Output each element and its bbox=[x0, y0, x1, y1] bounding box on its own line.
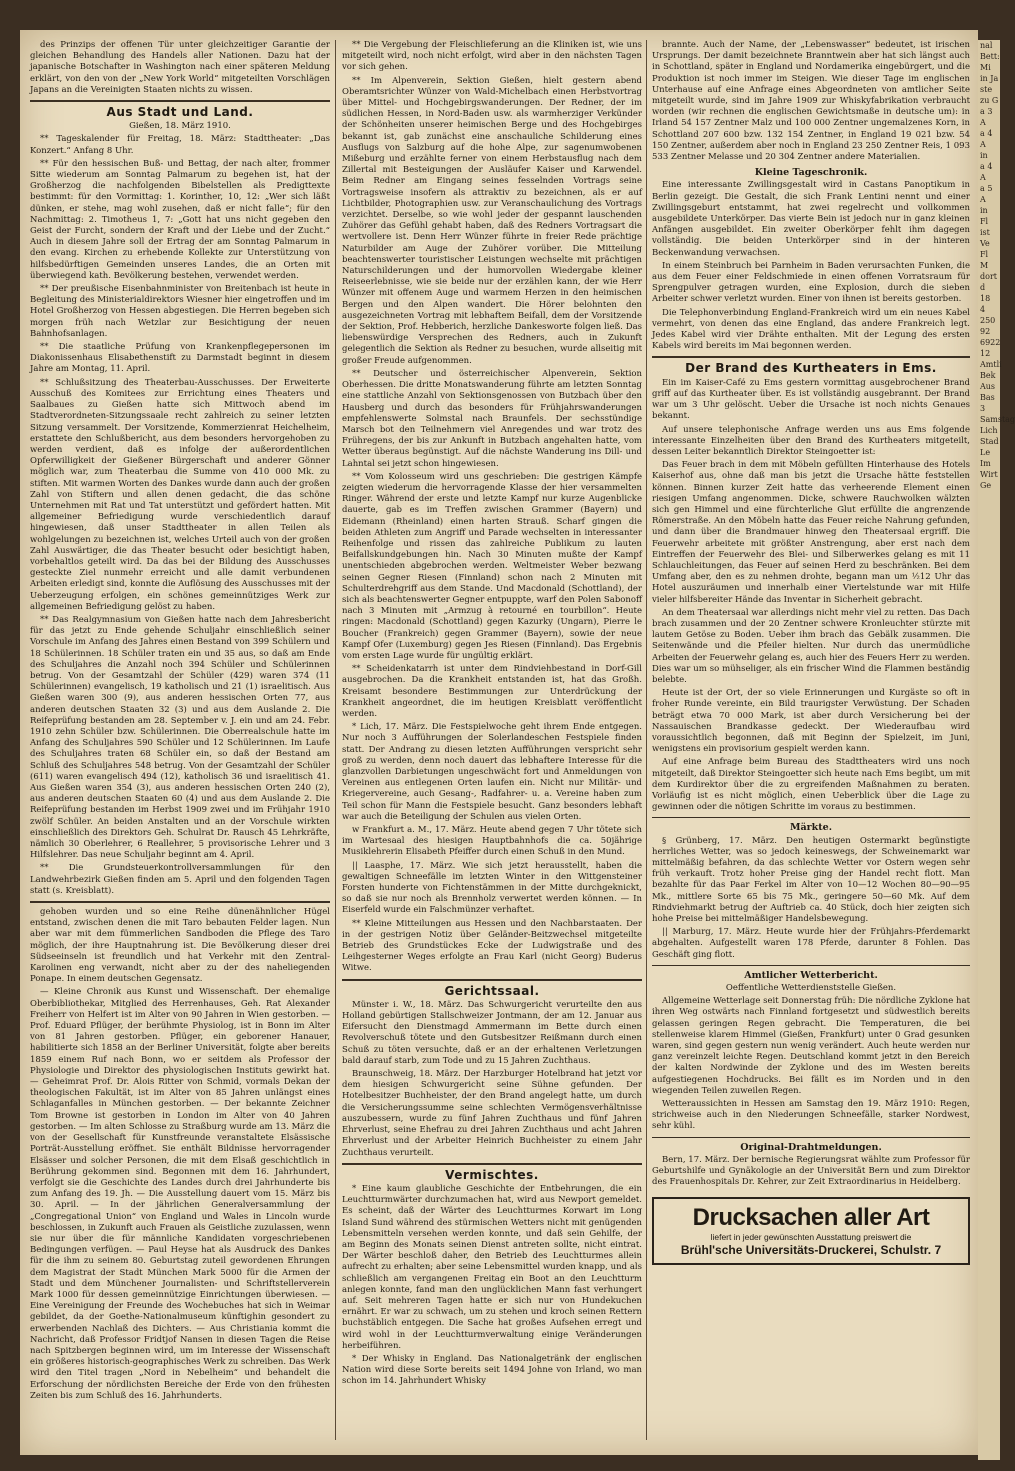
divider bbox=[652, 1137, 970, 1138]
news-item: Wetteraussichten in Hessen am Samstag den 19. März 1910: Regen, strichweise auch in den Niederungen Schneefälle, starker Nordwest, sehr kühl. bbox=[652, 1099, 970, 1132]
miscellany-list bbox=[342, 1184, 642, 1388]
strip-fragment: in bbox=[980, 206, 988, 215]
news-item: w Frankfurt a. M., 17. März. Heute abend gegen 7 Uhr tötete sich im Wartesaal des hiesigen Hauptbahnhofs die ca. 50jährige Musiklehrerin Elisabeth Pfeiffer durch einen Schuß in den Mund. bbox=[342, 825, 642, 858]
dateline: Gießen, 18. März 1910. bbox=[129, 121, 231, 132]
strip-fragment: Stad bbox=[980, 437, 999, 446]
strip-fragment: Im Wirt bbox=[980, 459, 998, 479]
strip-fragment: nal bbox=[980, 41, 993, 50]
strip-fragment: Samstag bbox=[980, 415, 1015, 424]
news-item: Heute ist der Ort, der so viele Erinnerungen und Kurgäste so oft in froher Runde vereinte, ein Bild traurigster Verwüstung. Der Schaden beträgt etwa 70 000 Mark, ist aber durch Versicherung bei der Nassauischen Brandkasse gedeckt. Der Wiederaufbau wird voraussichtlich begonnen, daß mit Beginn der Spielzeit, im Juni, wenigstens ein provisorium gespielt werden kann. bbox=[652, 688, 970, 755]
strip-fragment: in bbox=[980, 151, 988, 160]
news-item: ** Für den hessischen Buß- und Bettag, der nach alter, frommer Sitte wiederum am Sonntag Palmarum zu begehen ist, hat der Großherzog die nachfolgenden Bibelstellen als Predigttexte bestimmt: für den Vormittag: 1. Korinther, 10, 12: „Wer sich läßt dünken, er stehe, mag wohl zusehen, daß er nicht falle“; für den Nachmittag: 2. Timotheus 1, 7: „Gott hat uns nicht gegeben den Geist der Furcht, sondern der Kraft und der Liebe und der Zucht.“ Auch in diesem Jahre soll der Ertrag der am Sonntag Palmarum in den evang. Kirchen zu erhebende Kollekte zur Unterstützung von hilfsbedürftigen Gemeinden unseres Landes, die an Orten mit überwiegend kath. Bevölkerung bestehen, verwendet werden. bbox=[30, 158, 330, 281]
news-item: Eine interessante Zwillingsgestalt wird in Castans Panoptikum in Berlin gezeigt. Die Gestalt, die sich Frank Lentini nennt und einer Zwillingsgeburt entstammt, hat zwei regelrecht und vollkommen ausgebildete Unterkörper. Das vierte Bein ist jedoch nur in ganz kleinen Anfängen ausgebildet. Ein zweiter Oberkörper fehlt ihm dagegen vollständig. Die beiden Unterkörper sind in der hinteren Beckenwandung verwachsen. bbox=[652, 180, 970, 258]
ad-address: Brühl'sche Universitäts-Druckerei, Schulstr. 7 bbox=[680, 1242, 942, 1257]
column-3 bbox=[652, 40, 970, 1445]
strip-fragment: ist bbox=[980, 228, 990, 237]
strip-fragment: a 3 A bbox=[980, 107, 993, 127]
weather-list bbox=[652, 996, 970, 1132]
section-title-drahtmeldungen: Original-Drahtmeldungen. bbox=[740, 1141, 882, 1153]
column-2 bbox=[342, 40, 642, 1445]
news-item: ** Die staatliche Prüfung von Krankenpflegepersonen im Diakonissenhaus Elisabethenstift zu Darmstadt beginnt in diesem Jahre am Montag, 11. April. bbox=[30, 342, 330, 375]
section-title-wetterbericht: Amtlicher Wetterbericht. bbox=[744, 969, 878, 981]
news-item: ** Tageskalender für Freitag, 18. März: Stadttheater: „Das Konzert.“ Anfang 8 Uhr. bbox=[30, 134, 330, 156]
strip-fragment: zu G bbox=[980, 96, 999, 105]
news-item: In einem Steinbruch bei Parnheim in Baden verursachten Funken, die aus dem Feuer einer Feldschmiede in einen offenen Vorratsraum für Sprengpulver getragen wurden, eine Explosion, durch die sieben Arbeiter schwer verletzt wurden. Einer von ihnen ist bereits gestorben. bbox=[652, 260, 970, 305]
news-item: Bern, 17. März. Der bernische Regierungsrat wählte zum Professor für Geburtshilfe und Gynäkologie an der Universität Bern und zum Direktor des Frauenhospitals Dr. Kehrer, zur Zeit Extraordinarius in Heidelberg. bbox=[652, 1154, 970, 1188]
news-item: || Laasphe, 17. März. Wie sich jetzt herausstellt, haben die gewaltigen Schneefälle im letzten Winter in den Wittgensteiner Forsten hunderte von Fichtenstämmen in der Mitte durchgeknickt, so daß sie nur noch als Brennholz verwertet werden können. — In Eiserfeld wurde ein Falschmünzer verhaftet. bbox=[342, 860, 642, 916]
strip-fragment: 12 bbox=[980, 349, 991, 358]
strip-fragment: Le bbox=[980, 448, 991, 457]
weather-office-heading: Oeffentliche Wetterdienststelle Gießen. bbox=[725, 983, 897, 994]
divider bbox=[342, 1163, 642, 1165]
section-title-stadt-land: Aus Stadt und Land. bbox=[106, 105, 254, 120]
regional-news-list bbox=[342, 40, 642, 975]
news-item: Allgemeine Wetterlage seit Donnerstag früh: Die nördliche Zyklone hat ihren Weg ostwärts nach Finnland fortgesetzt und südwestlich bereits gelassen geringen Regen gebracht. Die Temperaturen, die bei stellenweise klarem Himmel (Gießen, Frankfurt) unter 0 Grad gesunken waren, sind gegen gestern nun wenig verändert. Auch heute werden nur ganz vereinzelt leichte Regen. Deutschland kommt jetzt in den Bereich der kalten Nordwinde der Zyklone und des im Westen bereits aufgestiegenen Hochdrucks. Bei fällt es im Norden und in den wiegenden Teilen zuweilen Regen. bbox=[652, 996, 970, 1096]
news-item: ** Die Grundsteuerkontrollversammlungen für den Landwehrbezirk Gießen finden am 5. April und den folgenden Tagen statt (s. Kreisblatt). bbox=[30, 863, 330, 896]
news-item: ** Der preußische Eisenbahnminister von Breitenbach ist heute in Begleitung des Ministerialdirektors Wiesner hier eingetroffen und im Hotel Großherzog von Hessen abgestiegen. Die Herren begeben sich morgen früh nach Wetzlar zur Besichtigung der neuen Bahnhofsanlagen. bbox=[30, 284, 330, 339]
news-item: brannte. Auch der Name, der „Lebenswasser“ bedeutet, ist irischen Ursprungs. Der damit bezeichnete Branntwein aber hat sich längst auch in Schottland, später in England und Nordamerika eingebürgert, und die Produktion ist noch immer im Steigen. Wie dieser Tage im englischen Unterhause auf eine Anfrage eines Abgeordneten von amtlicher Seite mitgeteilt wurde, sind im Jahre 1909 zur Whiskyfabrikation verbraucht worden (wir rechnen die englischen Gewichtsmaße in deutsche um): in Irland 54 157 Zentner Malz und 100 000 Zentner ungemalzenes Korn, in Schottland 207 600 bzw. 132 154 Zentner, in England 19 021 bzw. 54 150 Zentner, außerdem aber noch in England 23 250 Zentner Reis, 1 093 533 Zentner Melasse und 20 304 Zentner andere Materialien. bbox=[652, 40, 970, 163]
newspaper-page bbox=[20, 30, 978, 1455]
section-title-vermischtes: Vermischtes. bbox=[445, 1167, 539, 1182]
divider bbox=[30, 901, 330, 903]
court-news-list bbox=[342, 1000, 642, 1159]
strip-fragment: 3 bbox=[980, 404, 986, 413]
strip-fragment: a 4 A bbox=[980, 129, 993, 149]
section-title-gerichtssaal: Gerichtssaal. bbox=[444, 983, 540, 998]
section-title-kleine-tageschronik: Kleine Tageschronik. bbox=[754, 167, 868, 179]
column-rule bbox=[646, 40, 647, 1440]
strip-fragment: 6922 bbox=[980, 338, 1001, 347]
strip-fragment: Aus bbox=[980, 382, 996, 391]
strip-fragment: Amtli bbox=[980, 360, 1002, 369]
news-item: ** Das Realgymnasium von Gießen hatte nach dem Jahresbericht für das jetzt zu Ende gehende Schuljahr einschließlich seiner Vorschule im Anfang des Jahres einen Bestand von 399 Schülern und 18 Schülerinnen. 18 Schüler traten ein und 35 aus, so daß am Ende des Schuljahres die Anzahl noch 394 Schüler und Schülerinnen betrug. Von der Gesamtzahl der Schüler (429) waren 374 (11 Schülerinnen) evangelisch, 19 katholisch und 21 (1) israelitisch. Aus Gießen waren 300 (9), aus anderen hessischen Orten 77, aus anderen deutschen Staaten 32 (3) und aus dem Auslande 2. Die Reifeprüfung bestanden am 28. September v. J. ein und am 24. Febr. 1910 zehn Schüler bzw. Schülerinnen. Die Oberrealschule hatte im Anfang des Schuljahres 590 Schüler und 12 Schülerinnen. Im Laufe des Schuljahres traten 68 Schüler ein, so daß der Bestand am Schluß des Schuljahres 548 betrug. Von der Gesamtzahl der Schüler (611) waren evangelisch 494 (12), katholisch 36 und israelitisch 41. Aus Gießen waren 354 (3), aus anderen hessischen Orten 240 (2), aus anderen deutschen Staaten 60 (4) und aus dem Auslande 2. Die Reifeprüfung bestanden im Herbst 1909 zwei und im Frühjahr 1910 zwölf Schüler. An beiden Anstalten und an der Vorschule wirkten einschließlich des Direktors Geh. Schulrat Dr. Rausch 45 Lehrkräfte, nämlich 30 Oberlehrer, 6 Reallehrer, 5 provisorische Lehrer und 3 Hilfslehrer. Das neue Schuljahr beginnt am 4. April. bbox=[30, 614, 330, 861]
column-rule bbox=[335, 40, 336, 1440]
news-item: § Grünberg, 17. März. Den heutigen Ostermarkt begünstigte herrliches Wetter, was so jedoch keineswegs, der Schweinemarkt war mittelmäßig befahren, da das schlechte Wetter vor Ostern wegen sehr früh verkauft. Trotz hoher Preise ging der Handel recht flott. Man bezahlte für das Paar Ferkel im Alter von 10—12 Wochen 80—90—95 Mk., mittlere Sorte 65 bis 75 Mk., geringere 50—60 Mk. Auf dem Rindviehmarkt betrug der Auftrieb ca. 40 Stück, doch hier zeigten sich hohe Preise bei mittelmäßiger Handelsbewegung. bbox=[652, 835, 970, 925]
news-item: Münster i. W., 18. März. Das Schwurgericht verurteilte den aus Holland gebürtigen Stallschweizer Jontmann, der am 12. Januar aus Eifersucht den Dienstmagd Ammermann im Bette durch einen Revolverschuß tötete und den Gutsbesitzer Reißmann durch einen Schuß zu töten versuchte, daß er an der erhaltenen Verletzungen bald darauf starb, zum Tode und zu 15 Jahren Zuchthaus. bbox=[342, 999, 642, 1066]
news-item: — Kleine Chronik aus Kunst und Wissenschaft. Der ehemalige Oberbibliothekar, Mitglied des Herrenhauses, Geh. Rat Alexander Freiherr von Helfert ist im Alter von 90 Jahren in Wien gestorben. — Prof. Eduard Pflüger, der berühmte Physiolog, ist in Bonn im Alter von 81 Jahren gestorben. Pflüger, ein geborener Hanauer, habilitierte sich 1858 an der Berliner Universität, folgte aber bereits 1859 einem Ruf nach Bonn, wo er seitdem als Professor der Physiologie und Direktor des physiologischen Instituts gewirkt hat. — Geheimrat Prof. Dr. Alois Ritter von Schmid, vormals Dekan der theologischen Fakultät, ist im Alter von 85 Jahren unlängst eines Schlaganfalles in München gestorben. — Der bekannte Zeichner Tom Browne ist gestorben in London im Alter von 40 Jahren gestorben. — Im alten Schlosse zu Straßburg wurde am 13. März die von der Gesellschaft für Kunstfreunde veranstaltete Elsässische Porträt-Ausstellung eröffnet. Sie enthält Bildnisse hervorragender Elsässer und solcher Personen, die mit dem Elsaß geschichtlich in Berührung gekommen sind. Begonnen mit dem 16. Jahrhundert, verfolgt sie die Geschichte des Landes durch drei Jahrhunderte bis zum Anfang des 19. Jh. — Die Ausstellung dauert vom 15. März bis 30. April. — In der jährlichen Generalversammlung der „Congregational Union“ von England und Wales in Lincoln wurde beschlossen, in Zukunft auch Frauen als Geistliche zuzulassen, wenn sie nur über die für männliche Kandidaten vorgeschriebenen Bedingungen verfügen. — Paul Heyse hat als Ausdruck des Dankes für die ihm zu seinem 80. Geburtstag zuteil gewordenen Ehrungen dem Magistrat der Stadt München Mark 5000 für die Armen der Stadt und dem Münchener Journalisten- und Schriftstellerverein Mark 1000 für dessen gemeinnützige Einrichtungen überwiesen. — Eine Vereinigung der Freunde des Wochebuches hat sich in Weimar gebildet, da der Goethe-Nationalmuseum künftighin gesondert zu erwerbenden Nachlaß des Dichters. — Aus Christiania kommt die Nachricht, daß Professor Fridtjof Nansen in diesen Tagen die Reise nach Spitzbergen beginnen wird, um im Interesse der Wissenschaft ein größeres historisch-geographisches Werk zu schreiben. Das Werk wird den Titel tragen „Nord in Nebelheim“ und behandelt die Erforschung der nördlichsten Bereiche der Erde von den frühesten Zeiten bis zum Schluß des 16. Jahrhunderts. bbox=[30, 987, 330, 1401]
news-item: Das Feuer brach in dem mit Möbeln gefüllten Hinterhause des Hotels Kaiserhof aus, ohne daß man bis jetzt die Ursache hätte feststellen können. Binnen kurzer Zeit hatte das verheerende Element einen riesigen Umfang angenommen. Dicke, schwere Rauchwolken wälzten sich gen Himmel und eine fürchterliche Glut erfüllte die angrenzende Römerstraße. An den Möbeln hatte das Feuer reiche Nahrung gefunden, und dann über die Brandmauer hinweg den Theatersaal ergriff. Die Feuerwehr arbeitete mit größter Anstrengung, aber erst nach dem Eintreffen der Feuerwehr des Blei- und Silberwerkes gelang es mit 11 Schlauchleitungen, das Feuer auf seinen Herd zu beschränken. Bei dem Umfang aber, den es zu nehmen drohte, begann man um ½12 Uhr das Hotel auszuräumen und innerhalb einer Viertelstunde war mit Hilfe vieler hilfsbereiter Hände das Inventar in Sicherheit gebracht. bbox=[652, 460, 970, 605]
strip-fragment: Mi bbox=[980, 63, 991, 72]
strip-fragment: Ve bbox=[980, 239, 990, 248]
strip-fragment: a 4 A bbox=[980, 162, 993, 182]
news-item: Ein im Kaiser-Café zu Ems gestern vormittag ausgebrochener Brand griff auf das Kurtheater über. Es ist vollständig ausgebrannt. Der Brand war um 3 Uhr gelöscht. Ueber die Ursache ist noch nichts Genaues bekannt. bbox=[652, 377, 970, 422]
divider bbox=[652, 817, 970, 818]
theater-fire-list bbox=[652, 378, 970, 814]
strip-fragment: M bbox=[980, 261, 989, 270]
news-item: Braunschweig, 18. März. Der Harzburger Hotelbrand hat jetzt vor dem hiesigen Schwurgericht seine Sühne gefunden. Der Hotelbesitzer Buchheister, der den Brand angelegt hatte, um durch die Versicherungssumme seine schlechten Vermögensverhältnisse auszubessern, wurde zu fünf Jahren Zuchthaus und fünf Jahren Ehrverlust, seine Ehefrau zu drei Jahren Zuchthaus und acht Jahren Ehrverlust und der Arbeiter Heinrich Buchheister zu einem Jahr Zuchthaus verurteilt. bbox=[342, 1069, 642, 1158]
adjacent-page-fragments bbox=[978, 40, 1015, 491]
strip-fragment: Bett: bbox=[980, 52, 1000, 61]
news-item: ** Die Vergebung der Fleischlieferung an die Kliniken ist, wie uns mitgeteilt wird, noch nicht erfolgt, wird aber in den nächsten Tagen vor sich gehen. bbox=[342, 40, 642, 73]
divider bbox=[342, 979, 642, 981]
news-item: An dem Theatersaal war allerdings nicht mehr viel zu retten. Das Dach brach zusammen und der 20 Zentner schwere Kronleuchter stürzte mit lautem Getöse zu Boden. Ueber ihm brach das Gebälk zusammen. Die Seitenwände und die Pfeiler hielten. Nur durch das unermüdliche Arbeiten der Feuerwehr gelang es, auch hier des Feuers Herr zu werden. Dies war um so mühseliger, als ein frischer Wind die Flammen beständig belebte. bbox=[652, 607, 970, 685]
strip-fragment: Fl bbox=[980, 250, 989, 259]
feuilleton-list bbox=[30, 907, 330, 1402]
ad-line: liefert in jeder gewünschten Ausstattung preiswert die bbox=[710, 1231, 912, 1242]
printing-advertisement bbox=[652, 1197, 970, 1265]
strip-fragment: ste bbox=[980, 85, 993, 94]
news-item: || Marburg, 17. März. Heute wurde hier der Frühjahrs-Pferdemarkt abgehalten. Aufgestellt waren 178 Pferde, darunter 8 Fohlen. Das Geschäft ging flott. bbox=[652, 927, 970, 960]
news-item: Die Telephonverbindung England-Frankreich wird um ein neues Kabel vermehrt, von denen das eine England, das andere Frankreich legt. Jedes Kabel wird vier Drähte enthalten. Mit der Legung des ersten Kabels wird bereits im Mai begonnen werden. bbox=[652, 307, 970, 352]
strip-fragment: Ge bbox=[980, 481, 992, 490]
divider bbox=[652, 965, 970, 966]
strip-fragment: Bek bbox=[980, 371, 996, 380]
whisky-continuation bbox=[652, 40, 970, 163]
local-news-list bbox=[30, 134, 330, 897]
news-item: ** Scheidenkatarrh ist unter dem Rindviehbestand in Dorf-Gill ausgebrochen. Da die Krankheit entstanden ist, hat das Großh. Kreisamt besondere Bestimmungen zur Unterdrückung der Krankheit angeordnet, die im heutigen Kreisblatt veröffentlicht werden. bbox=[342, 664, 642, 719]
news-item: Auf eine Anfrage beim Bureau des Stadttheaters wird uns noch mitgeteilt, daß Direktor Steingoetter sich heute nach Ems begibt, um mit dem Kurdirektor über die zu ergreifenden Maßnahmen zu beraten. Vorläufig ist es nicht möglich, einen Ueberblick über die Lage zu gewinnen oder die nötigen Schritte im voraus zu bestimmen. bbox=[652, 757, 970, 813]
news-item: ** Kleine Mitteilungen aus Hessen und den Nachbarstaaten. Der in der gestrigen Notiz über Geländer-Beitzwechsel mitgeteilte Betrieb des Grundstückes Ecke der Ludwigstraße und des Leihgesterner Weges erfolgte an Frau Karl (nicht Georg) Buderus Witwe. bbox=[342, 918, 642, 974]
wire-news-list bbox=[652, 1155, 970, 1189]
strip-fragment: in Ja bbox=[980, 74, 999, 83]
strip-fragment: 250 bbox=[980, 316, 996, 325]
news-item: ** Im Alpenverein, Sektion Gießen, hielt gestern abend Oberamtsrichter Wünzer von Wald-Michelbach einen Herbstvortrag über Mittel- und Hochgebirgswanderungen. Der Redner, der im südlichen Hessen, in Nord-Baden usw. als warmherziger Verkünder der Schönheiten unserer heimischen Berge und des Hochgebirges bekannt ist, gab zunächst eine anschauliche Schilderung eines Ausflugs von Salzburg auf die hohe Alpe, zur sagenumwobenen Mißeburg und erzählte ferner von einem Herbstausflug nach dem Zillertal mit Besteigungen der Ausläufer Kaiser und Karwendel. Beim Redner am Eingang seines fesselnden Vortrags seine Vortragsweise insofern als attraktiv zu bezeichnen, als er auf Lichtbilder, Photographien usw. zur Veranschaulichung des Vortrags verzichtet. Derselbe, so wie wohl jeder der gespannt lauschenden Zuhörer das Gefühl gehabt haben, daß des Redners Vortragsart die wertvollere ist. Denn Herr Wünzer führte in freier Rede prächtige Naturbilder am Auge der Zuhörer vorüber. Die Mitteilung beachtenswerter touristischer Leistungen wechselte mit prächtigen Naturschilderungen und der humorvollen Wiedergabe kleiner Reiseerlebnisse, wie sie beide nur der erzählen kann, der wie Herr Wünzer mit offenem Auge und warmem Herzen in den heimischen Bergen und den Alpen wandert. Die Hörer belohnten den ausgezeichneten Vortrag mit lebhaftem Beifall, dem der Vorsitzende der Sektion, Prof. Hebberich, herzliche Dankesworte folgen ließ. Das liebenswürdige Versprechen des Redners, auch in Zukunft gelegentlich die Sektion als Redner zu besuchen, wurde allseitig mit großer Freude aufgenommen. bbox=[342, 75, 642, 366]
strip-fragment: Fl bbox=[980, 217, 989, 226]
strip-fragment: 18 bbox=[980, 294, 991, 303]
daily-chronicle-list bbox=[652, 180, 970, 352]
news-item: * Eine kaum glaubliche Geschichte der Entbehrungen, die ein Leuchtturmwärter durchzumachen hat, wird aus Newport gemeldet. Es scheint, daß der Wärter des Leuchtturmes Korwart im Long Island Sund während des stürmischen Wetters nicht mit genügenden Lebensmitteln versehen werden konnte, und daß sein Gehilfe, der am Beginn des Monats seinen Dienst antreten sollte, nicht eintrat. Der Wärter beschloß daher, den Betrieb des Leuchtturmes allein aufrecht zu erhalten; aber seine Lebensmittel wurden knapp, und als schließlich am vergangenen Freitag ein Boot an den Leuchtturm anlegen konnte, fand man den unglücklichen Mann fast verhungert auf. Seit mehreren Tagen hatte er sich nur von Hundekuchen ernährt. Er war zu schwach, um zu stehen und kroch seinen Rettern buchstäblich entgegen. Die Sache hat großes Aufsehen erregt und wird wohl in der Leuchtturmverwaltung einige Veränderungen herbeiführen. bbox=[342, 1183, 642, 1351]
news-item: ** Vom Kolosseum wird uns geschrieben: Die gestrigen Kämpfe zeigten wiederum die hervorragende Klasse der hier versammelten Ringer. Während der erste und letzte Kampf nur kurze Augenblicke dauerte, gab es im Treffen zwischen Grammer (Bayern) und Eidemann (Rheinland) einen harten Strauß. Scharf gingen die beiden Athleten zum Angriff und Parade wechselten in interessanter Reihenfolge und rissen das zahlreiche Publikum zu lauten Beifallskundgebungen hin. Nach 30 Minuten mußte der Kampf unentschieden abgebrochen werden. Weltmeister Weber bezwang seinen Gegner Riesen (Finnland) schon nach 2 Minuten mit Schulterdrehgriff aus dem Stande. Und Macdonald (Schottland), der sich als beachtenswerter Gegner entpuppte, warf den Polen Sabonoff nach 3 Minuten mit „Armzug à retourné en tourbillon“. Heute ringen: Macdonald (Schottland) gegen Kazurky (Ungarn), Pierre le Boucher (Frankreich) gegen Grammer (Bayern), sowie der neue Kampf Ofer (Luxemburg) gegen Jes Riesen (Finnland). Das Ergebnis vom ersten Lage wurde für ungültig erklärt. bbox=[342, 471, 643, 661]
divider bbox=[30, 100, 330, 102]
strip-fragment: 92 bbox=[980, 327, 991, 336]
news-item: gehoben wurden und so eine Reihe dünenähnlicher Hügel entstand, zwischen denen die mit Taro bebauten Felder lagen. Nun aber war mit dem fümmerlichen Sandboden die Pflege des Taro möglich, der ihre Hauptnahrung ist. Die Bevölkerung dieser drei Südseeinseln ist freundlich und hat Verkehr mit den Zentral-Karolinen eng verwandt, nicht aber zu der des naheliegenden Ponape. In einem deutschen Gegensatz. bbox=[30, 907, 330, 985]
ad-headline: Drucksachen aller Art bbox=[692, 1203, 930, 1231]
strip-fragment: dort d bbox=[980, 272, 997, 292]
adjacent-page-strip bbox=[978, 40, 1015, 1460]
intro-text: des Prinzips der offenen Tür unter gleichzeitiger Garantie der gleichen Behandlung des Handels aller Nationen. Dazu hat der japanische Botschafter in Washington nach einer späteren Meldung erklärt, von den von der „New York World“ mitgeteilten Vorschlägen Japans an die Vereinigten Staaten nichts zu wissen. bbox=[30, 40, 330, 95]
strip-fragment: Bas bbox=[980, 393, 995, 402]
news-item: * Lich, 17. März. Die Festspielwoche geht ihrem Ende entgegen. Nur noch 3 Aufführungen der Solerlandeschen Festspiele finden statt. Der Andrang zu diesen letzten Aufführungen verspricht sehr groß zu werden, denn noch dauert das lebhaftere Interesse für die glanzvollen Darbietungen ungeschwächt fort und Anmeldungen von Vereinen aus entlegenen Orten laufen ein. Nicht nur Militär- und Kriegervereine, auch Gesang-, Radfahrer- u. a. Vereine haben zum Teil schon für Mann die Festspiele besucht. Ganz besonders lebhaft war auch die Beteiligung der Schulen aus vielen Orten. bbox=[342, 722, 642, 822]
column-1 bbox=[30, 40, 330, 1445]
divider bbox=[652, 356, 970, 358]
strip-fragment: 4 bbox=[980, 305, 986, 314]
section-title-brand-kurtheater: Der Brand des Kurtheaters in Ems. bbox=[685, 361, 937, 376]
news-item: * Der Whisky in England. Das Nationalgetränk der englischen Nation wird diese Sorte bereits seit 1494 Johne von Irland, wo man schon im 14. Jahrhundert Whisky bbox=[342, 1353, 642, 1387]
news-item: ** Deutscher und österreichischer Alpenverein, Sektion Oberhessen. Die dritte Monatswanderung führte am letzten Sonntag eine stattliche Anzahl von Sektionsgenossen von Butzbach über den Hausberg und durch das besonders für Frühjahrswanderungen empfehlenswerte Solmstal nach Braunfels. Der sechsstündige Marsch bot den Teilnehmern viel Anregendes und war trotz des Frühregens, der bis zur Ankunft in Butzbach angehalten hatte, vom Wetter überaus begünstigt. Auf die nächste Wanderung ins Dill- und Lahntal sei jetzt schon hingewiesen. bbox=[342, 368, 642, 469]
strip-fragment: a 5 A bbox=[980, 184, 993, 204]
markets-list bbox=[652, 836, 970, 961]
news-item: Auf unsere telephonische Anfrage werden uns aus Ems folgende interessante Einzelheiten über den Brand des Kurtheaters mitgeteilt, dessen Leiter bekanntlich Direktor Steingoetter ist: bbox=[652, 424, 970, 457]
news-item: ** Schlußsitzung des Theaterbau-Ausschusses. Der Erweiterte Ausschuß des Komitees zur Errichtung eines Theaters und Saalbaues zu Gießen hatte sich Mittwoch abend im Stadtverordneten-Sitzungssaale recht zahlreich zu seiner letzten Sitzung versammelt. Der Vorsitzende, Kommerzienrat Heichelheim, erstattete den Schlußbericht, aus dem besonders hervorgehoben zu werden verdient, daß es infolge der außerordentlichen Opferwilligkeit der Gießener Bürgerschaft und anderer Gönner möglich war, zum Theaterbau die Summe von 410 000 Mk. zu stiften. Mit warmen Worten des Dankes wurde dann auch der großen Zahl von Stiftern und allen denen gedacht, die das schöne Unternehmen mit Rat und Tat unterstützt und gefördert hatten. Mit allgemeiner Befriedigung wurde verschiedentlich darauf hingewiesen, daß unser Stadttheater in allen Teilen als wohlgelungen zu bezeichnen ist, welches Urteil auch von der großen Zahl Auswärtiger, die das Theater besucht oder besichtigt haben, vorbehaltlos geteilt wird. Da das bei der Bildung des Ausschusses gesteckte Ziel nunmehr erreicht und alle damit verbundenen Arbeiten erledigt sind, konnte die Auflösung des Ausschusses mit der Ueberzeugung erfolgen, ein schönes gemeinnütziges Werk zur allgemeinen Befriedigung gelöst zu haben. bbox=[30, 377, 330, 612]
strip-fragment: Lich bbox=[980, 426, 998, 435]
section-title-maerkte: Märkte. bbox=[790, 822, 832, 834]
